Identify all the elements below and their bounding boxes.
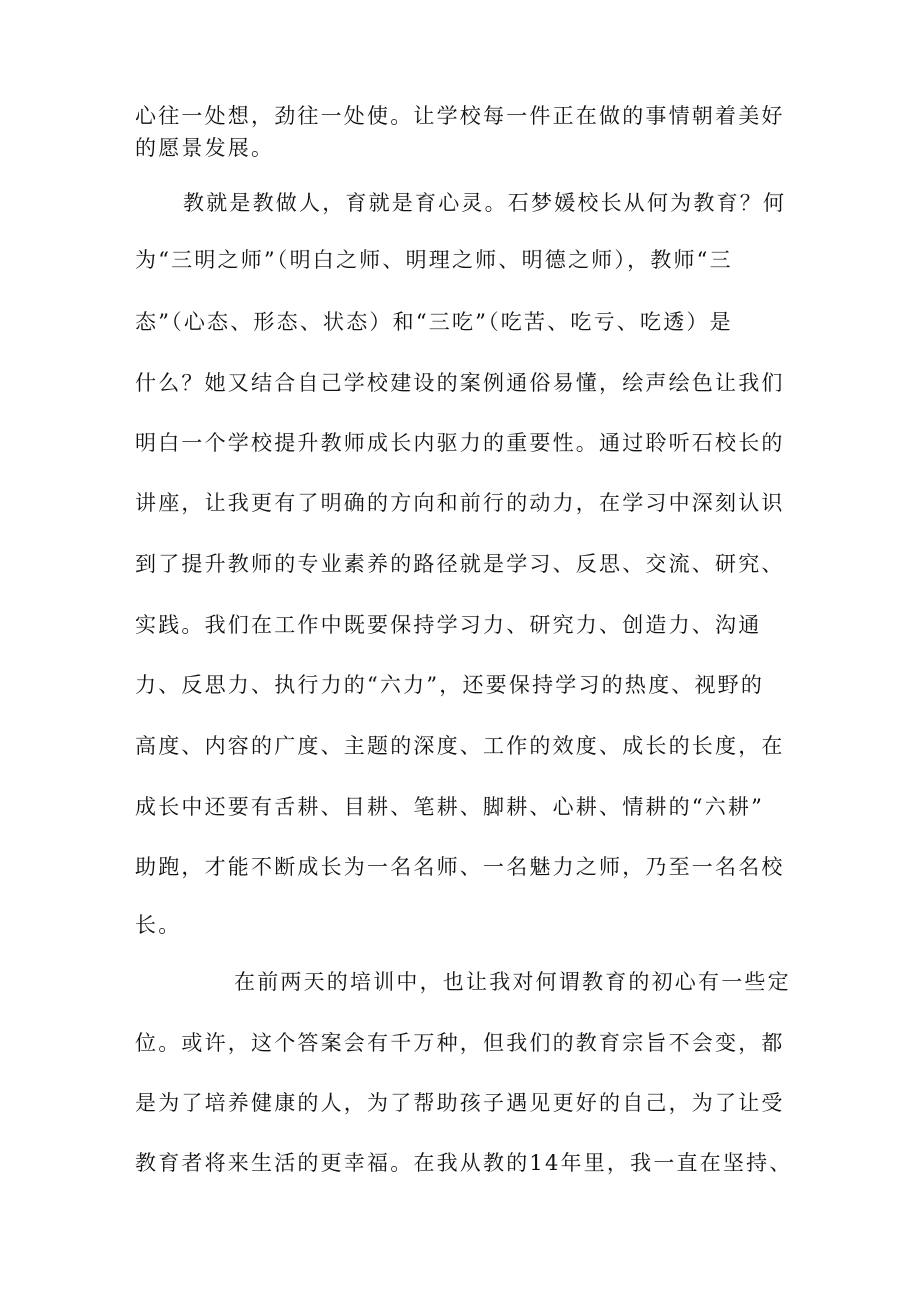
text-line: 长。 (135, 913, 182, 937)
text-line: 为“三明之师”（明白之师、明理之师、明德之师），教师“三 (135, 248, 733, 272)
text-line: 态”（心态、形态、状态）和“三吃”（吃苦、吃亏、吃透）是 (135, 310, 733, 334)
text-line: 心往一处想，劲往一处使。让学校每一件正在做的事情朝着美好 (135, 104, 785, 128)
text-line: 高度、内容的广度、主题的深度、工作的效度、成长的长度，在 (135, 734, 785, 758)
text-line: 教育者将来生活的更幸福。在我从教的14年里，我一直在坚持、 (135, 1151, 793, 1175)
text-line: 力、反思力、执行力的“六力”，还要保持学习的热度、视野的 (135, 673, 765, 697)
text-line: 讲座，让我更有了明确的方向和前行的动力，在学习中深刻认识 (135, 491, 785, 515)
text-line: 位。或许，这个答案会有千万种，但我们的教育宗旨不会变，都 (135, 1031, 785, 1055)
text-line: 明白一个学校提升教师成长内驱力的重要性。通过聆听石校长的 (135, 431, 785, 455)
text-line: 什么？她又结合自己学校建设的案例通俗易懂，绘声绘色让我们 (135, 371, 785, 395)
text-line: 成长中还要有舌耕、目耕、笔耕、脚耕、心耕、情耕的“六耕” (135, 795, 765, 819)
text-line: 的愿景发展。 (135, 136, 275, 160)
text-line: 到了提升教师的专业素养的路径就是学习、反思、交流、研究、 (135, 552, 785, 576)
text-line: 助跑，才能不断成长为一名名师、一名魅力之师，乃至一名名校 (135, 855, 785, 879)
paragraph-first-line: 教就是教做人，育就是育心灵。石梦媛校长从何为教育？何 (183, 191, 787, 215)
text-line: 是为了培养健康的人，为了帮助孩子遇见更好的自己，为了让受 (135, 1091, 785, 1115)
paragraph-first-line: 在前两天的培训中，也让我对何谓教育的初心有一些定 (234, 970, 791, 994)
text-line: 实践。我们在工作中既要保持学习力、研究力、创造力、沟通 (135, 613, 762, 637)
